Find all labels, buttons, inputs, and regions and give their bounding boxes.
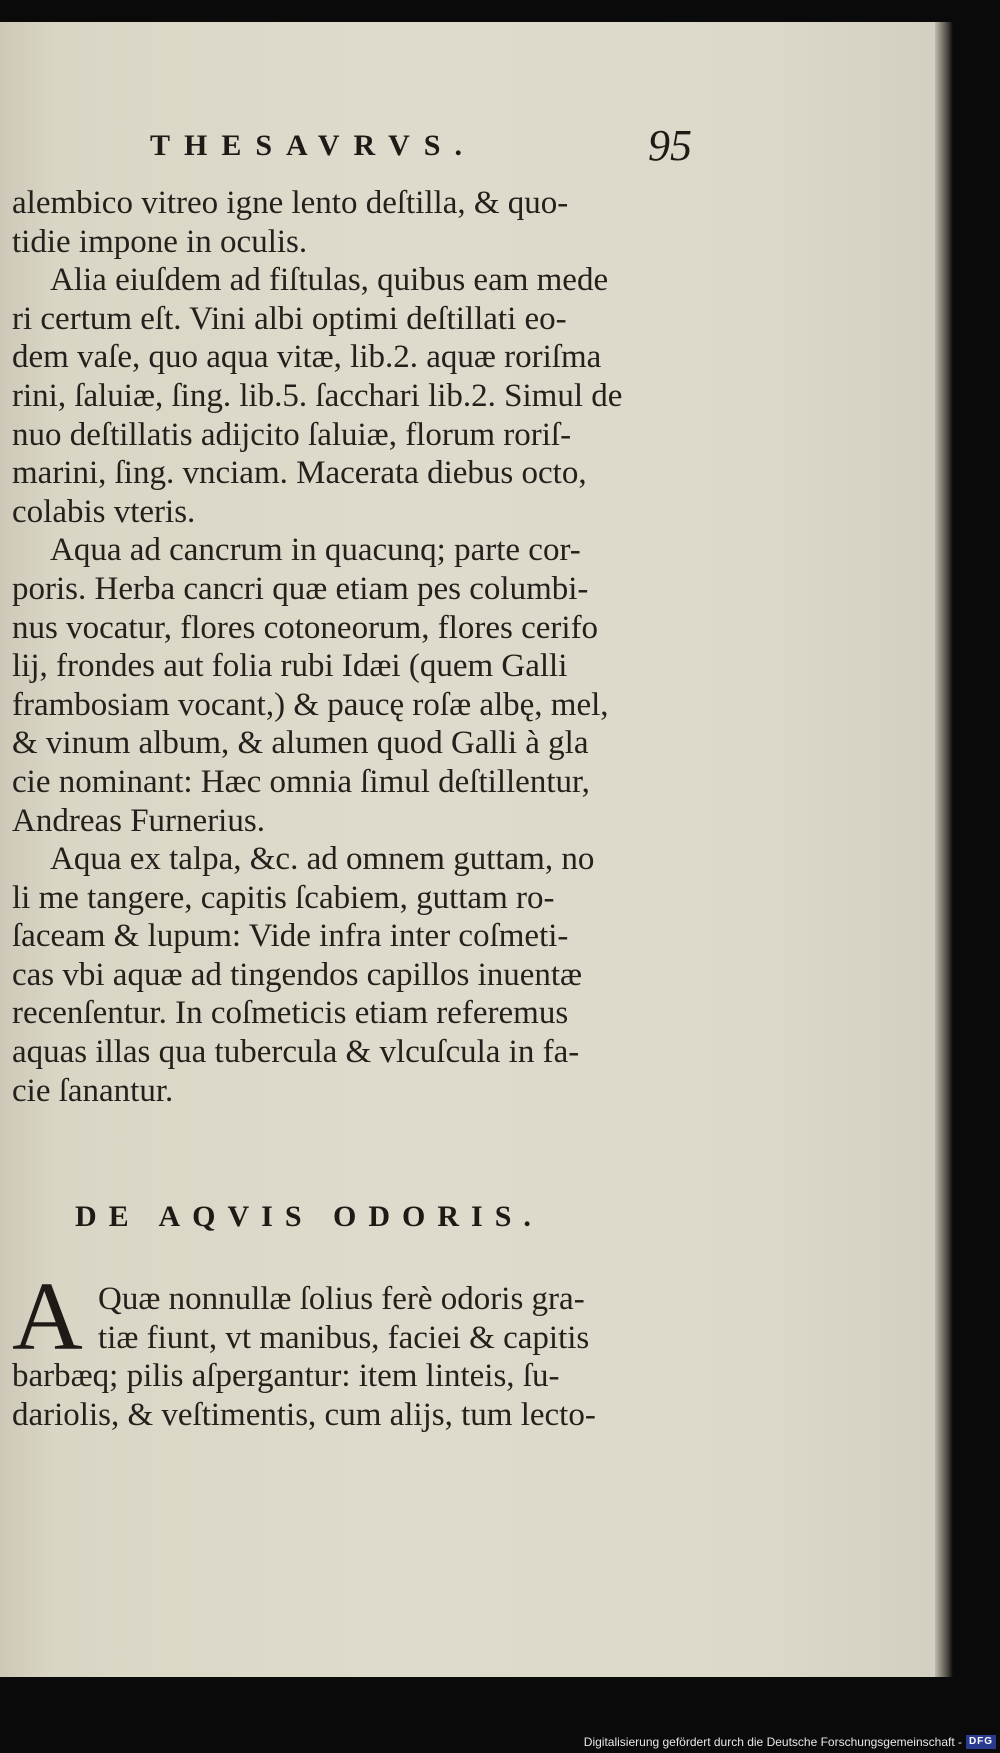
section-paragraph bbox=[12, 1263, 682, 1434]
text-line: aquas illas qua tubercula & vlcuſcula in fa- bbox=[12, 1034, 580, 1071]
text-line: & vinum album, & alumen quod Galli à gla bbox=[12, 725, 589, 762]
running-head-title: THESAVRVS. bbox=[150, 129, 476, 162]
text-line: Aqua ad cancrum in quacunq; parte cor- bbox=[50, 532, 581, 569]
text-line: Quæ nonnullæ ſolius ferè odoris gra- bbox=[98, 1281, 585, 1317]
text-line: li me tangere, capitis ſcabiem, guttam ro- bbox=[12, 879, 555, 916]
paragraph-1 bbox=[12, 184, 682, 261]
running-head bbox=[150, 114, 700, 174]
text-line: marini, ſing. vnciam. Macerata diebus octo, bbox=[12, 455, 587, 492]
text-line: ſaceam & lupum: Vide infra inter coſmeti- bbox=[12, 918, 569, 955]
drop-cap: A bbox=[12, 1263, 83, 1371]
footer-bar bbox=[0, 1731, 1000, 1753]
text-line: tiæ fiunt, vt manibus, faciei & capitis bbox=[98, 1319, 590, 1356]
text-line: recenſentur. In coſmeticis etiam referemus bbox=[12, 995, 569, 1032]
text-line: dariolis, & veſtimentis, cum alijs, tum lecto- bbox=[12, 1396, 596, 1433]
text-line: Alia eiuſdem ad fiſtulas, quibus eam mede bbox=[50, 262, 609, 299]
text-line: lij, frondes aut folia rubi Idæi (quem Galli bbox=[12, 648, 568, 685]
text-line: ri certum eſt. Vini albi optimi deſtillati eo- bbox=[12, 300, 567, 337]
text-line: cas vbi aquæ ad tingendos capillos inuentæ bbox=[12, 956, 583, 993]
paragraph-3 bbox=[12, 531, 682, 840]
text-line: barbæq; pilis aſpergantur: item linteis, ſu- bbox=[12, 1358, 560, 1395]
text-line: tidie impone in oculis. bbox=[12, 223, 308, 260]
text-line: dem vaſe, quo aqua vitæ, lib.2. aquæ roriſma bbox=[12, 339, 602, 376]
text-line: nus vocatur, flores cotoneorum, flores cerifo bbox=[12, 609, 599, 646]
text-line: nuo deſtillatis adijcito ſaluiæ, florum roriſ- bbox=[12, 416, 572, 453]
text-line: Andreas Furnerius. bbox=[12, 802, 265, 839]
text-line: rini, ſaluiæ, ſing. lib.5. ſacchari lib.2. Simul de bbox=[12, 377, 623, 414]
section-heading: DE AQVIS ODORIS. bbox=[75, 1200, 543, 1233]
paragraph-2 bbox=[12, 261, 682, 531]
text-line: cie nominant: Hæc omnia ſimul deſtillentur, bbox=[12, 763, 590, 800]
page-number: 95 bbox=[648, 121, 692, 170]
digitization-credit: Digitalisierung gefördert durch die Deutsche Forschungsgemeinschaft - bbox=[583, 1735, 962, 1749]
main-text bbox=[12, 184, 682, 1110]
text-line: Aqua ex talpa, &c. ad omnem guttam, no bbox=[50, 841, 595, 878]
dfg-logo-icon: DFG bbox=[966, 1735, 996, 1749]
text-line: alembico vitreo igne lento deſtilla, & quo- bbox=[12, 185, 569, 221]
text-line: colabis vteris. bbox=[12, 493, 196, 530]
text-line: cie ſanantur. bbox=[12, 1072, 174, 1109]
paragraph-4 bbox=[12, 840, 682, 1110]
text-line: frambosiam vocant,) & paucę roſæ albę, mel, bbox=[12, 686, 609, 723]
page-edge bbox=[935, 22, 953, 1677]
text-line: poris. Herba cancri quæ etiam pes columbi- bbox=[12, 570, 589, 607]
book-page bbox=[0, 22, 945, 1677]
